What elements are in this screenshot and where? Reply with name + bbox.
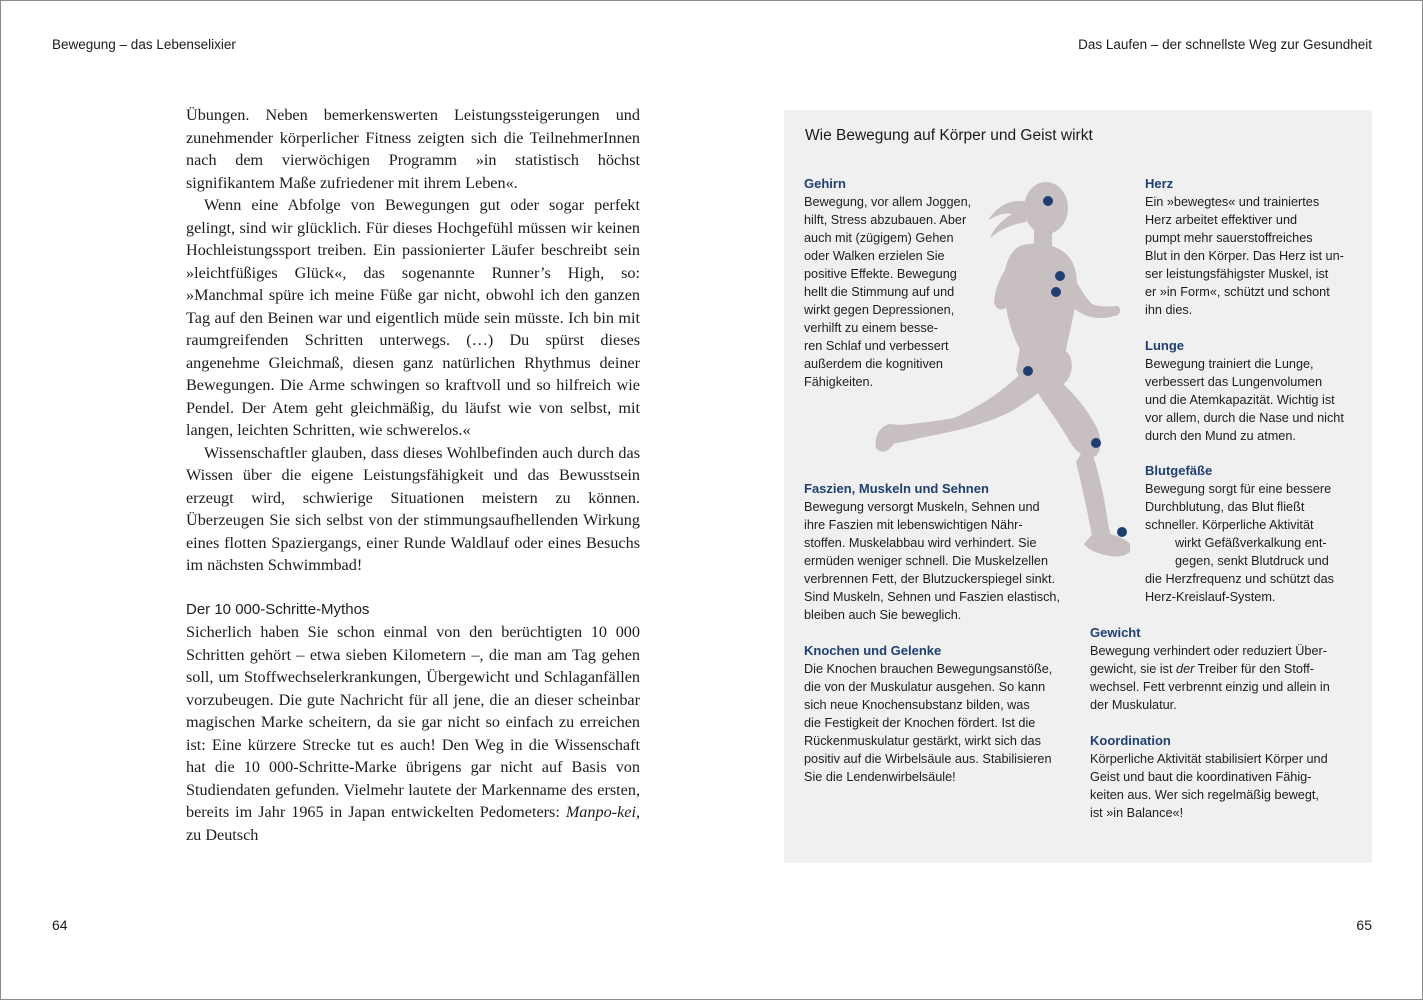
faszien-line: stoffen. Muskelabbau wird verhindert. Sie xyxy=(804,536,1037,550)
section-paragraph-end: , zu Deutsch xyxy=(186,803,640,844)
block-blutgefaesse xyxy=(1145,462,1334,606)
herz-line: Herz arbeitet effektiver und xyxy=(1145,213,1298,227)
paragraph-2: Wenn eine Abfolge von Bewegungen gut oder sogar perfekt gelingt, sind wir glücklich. Für dieses Hochgefühl müssen wir keinen Hochleistungssport treiben. Ein passionierter Läufer beschreibt sein »leichtfüßiges Glück«, das sogenannte Runner’s High, so: »Manchmal spüre ich meine Füße gar nicht, obwohl ich den ganzen Tag auf den Beinen war und eigentlich müde sein müsste. Ich bin mit raumgreifenden Schritten unterwegs. (…) Du spürst dieses angenehme Gleichmaß, diesen ganz natürlichen Rhythmus deiner Bewegungen. Die Arme schwingen so kraftvoll und so hilfreich wie Pendel. Der Atem geht gleichmäßig, du läufst wie von selbst, mit langen, leichten Schritten, wie schwerelos.« xyxy=(186,196,640,439)
heading-faszien: Faszien, Muskeln und Sehnen xyxy=(804,481,989,496)
knochen-line: die von der Muskulatur ausgehen. So kann xyxy=(804,680,1046,694)
knochen-line: die Festigkeit der Knochen fördert. Ist die xyxy=(804,716,1036,730)
gewicht-line-text: Treiber für den Stoff- xyxy=(1194,662,1315,676)
left-page-body xyxy=(186,104,640,846)
section-paragraph-italic: Manpo-kei xyxy=(565,803,636,821)
gehirn-line: wirkt gegen Depressionen, xyxy=(804,303,955,317)
faszien-line: Bewegung versorgt Muskeln, Sehnen und xyxy=(804,500,1040,514)
gewicht-line-text: gewicht, sie ist xyxy=(1090,662,1177,676)
herz-line: ihn dies. xyxy=(1145,303,1193,317)
lunge-line: durch den Mund zu atmen. xyxy=(1145,429,1296,443)
blutgefaesse-line: die Herzfrequenz und schützt das xyxy=(1145,572,1335,586)
gewicht-line: der Muskulatur. xyxy=(1090,698,1177,712)
herz-line: Blut in den Körper. Das Herz ist un- xyxy=(1145,249,1344,263)
heading-koordination: Koordination xyxy=(1090,733,1171,748)
faszien-line: bleiben auch Sie beweglich. xyxy=(804,608,962,622)
gehirn-line: hilft, Stress abzubauen. Aber xyxy=(804,213,967,227)
koordination-line: Geist und baut die koordinativen Fähig- xyxy=(1090,770,1312,784)
blutgefaesse-line: gegen, senkt Blutdruck und xyxy=(1175,554,1329,568)
marker-muscle xyxy=(1023,366,1033,376)
marker-knee xyxy=(1091,438,1101,448)
marker-lung xyxy=(1051,287,1061,297)
herz-line: er »in Form«, schützt und schont xyxy=(1145,285,1330,299)
heading-knochen: Knochen und Gelenke xyxy=(804,643,942,658)
herz-line: ser leistungsfähigster Muskel, ist xyxy=(1145,267,1329,281)
lunge-line: verbessert das Lungenvolumen xyxy=(1145,375,1323,389)
section-paragraph-text: Sicherlich haben Sie schon einmal von den berüchtigten 10 000 Schritten gehört – etwa sieben Kilometern –, die man am Tag gehen soll, um Stoffwechselerkrankungen, Übergewicht und Schlaganfällen vorzubeugen. Die gute Nachricht für all jene, die an dieser scheinbar magischen Marke scheitern, da sie gar nicht so einfach zu erreichen ist: Eine kürzere Strecke tut es auch! Den Weg in die Wissenschaft hat die 10 000-Schritte-Marke übrigens gar nicht auf Basis von Studiendaten gefunden. Vielmehr lautete der Markenname des ersten, bereits im Jahr 1965 in Japan entwickelten Pedometers: xyxy=(186,623,640,821)
knochen-line: positiv auf die Wirbelsäule aus. Stabilisieren xyxy=(804,752,1052,766)
lunge-line: Bewegung trainiert die Lunge, xyxy=(1145,357,1314,371)
gehirn-line: positive Effekte. Bewegung xyxy=(804,267,957,281)
block-herz xyxy=(1145,175,1344,319)
blutgefaesse-line: Herz-Kreislauf-System. xyxy=(1145,590,1276,604)
block-knochen xyxy=(804,642,1052,786)
gehirn-line: oder Walken erzielen Sie xyxy=(804,249,945,263)
gehirn-line: außerdem die kognitiven xyxy=(804,357,943,371)
page-number-right: 65 xyxy=(1356,917,1372,933)
gewicht-line: wechsel. Fett verbrennt einzig und allein in xyxy=(1090,680,1330,694)
block-faszien xyxy=(804,480,1060,624)
block-gewicht xyxy=(1090,624,1330,714)
knochen-line: Die Knochen brauchen Bewegungsanstöße, xyxy=(804,662,1053,676)
herz-line: Ein »bewegtes« und trainiertes xyxy=(1145,195,1320,209)
infobox-title: Wie Bewegung auf Körper und Geist wirkt xyxy=(805,127,1093,144)
koordination-line: Körperliche Aktivität stabilisiert Körper und xyxy=(1090,752,1328,766)
section-paragraph xyxy=(186,621,640,846)
gewicht-line-italic: der xyxy=(1176,662,1195,676)
heading-blutgefaesse: Blutgefäße xyxy=(1145,463,1213,478)
gehirn-line: ren Schlaf und verbessert xyxy=(804,339,949,353)
knochen-line: Rückenmuskulatur gestärkt, wirkt sich das xyxy=(804,734,1041,748)
lunge-line: vor allem, durch die Nase und nicht xyxy=(1145,411,1344,425)
heading-gewicht: Gewicht xyxy=(1090,625,1141,640)
marker-heart xyxy=(1055,271,1065,281)
block-gehirn xyxy=(804,175,971,391)
marker-vessel xyxy=(1117,527,1127,537)
paragraph-1: Übungen. Neben bemerkenswerten Leistungssteigerungen und zunehmender körperlicher Fitness zeigten sich die TeilnehmerInnen nach dem vierwöchigen Programm »in statistisch höchst signifikantem Maße zufriedener mit ihrem Leben«. xyxy=(186,106,640,192)
knochen-line: Sie die Lendenwirbelsäule! xyxy=(804,770,956,784)
heading-gehirn: Gehirn xyxy=(804,176,846,191)
paragraph-3: Wissenschaftler glauben, dass dieses Wohlbefinden auch durch das Wissen über die eigene Leistungsfähigkeit und das Bewusstsein erzeugt wird, schwierige Situationen meistern zu können. Überzeugen Sie sich selbst von der stimmungsaufhellenden Wirkung eines flotten Spaziergangs, einer Runde Waldlauf oder eines Besuchs im nächsten Schwimmbad! xyxy=(186,443,640,574)
gehirn-line: auch mit (zügigem) Gehen xyxy=(804,231,954,245)
gehirn-line: Bewegung, vor allem Joggen, xyxy=(804,195,972,209)
page-number-left: 64 xyxy=(52,917,68,933)
running-head-left: Bewegung – das Lebenselixier xyxy=(52,37,236,52)
gewicht-line: Bewegung verhindert oder reduziert Über- xyxy=(1090,644,1327,658)
block-lunge xyxy=(1145,337,1344,445)
knochen-line: sich neue Knochensubstanz bilden, was xyxy=(804,698,1030,712)
gehirn-line: hellt die Stimmung auf und xyxy=(804,285,955,299)
faszien-line: verbrennen Fett, der Blutzuckerspiegel sinkt. xyxy=(804,572,1056,586)
faszien-line: Sind Muskeln, Sehnen und Faszien elastisch, xyxy=(804,590,1061,604)
marker-brain xyxy=(1043,196,1053,206)
herz-line: pumpt mehr sauerstoffreiches xyxy=(1145,231,1313,245)
heading-herz: Herz xyxy=(1145,176,1174,191)
blutgefaesse-line: schneller. Körperliche Aktivität xyxy=(1145,518,1314,532)
blutgefaesse-line: Bewegung sorgt für eine bessere xyxy=(1145,482,1332,496)
koordination-line: keiten aus. Wer sich regelmäßig bewegt, xyxy=(1090,788,1319,802)
koordination-line: ist »in Balance«! xyxy=(1090,806,1184,820)
blutgefaesse-line: wirkt Gefäßverkalkung ent- xyxy=(1175,536,1327,550)
faszien-line: ermüden weniger schnell. Die Muskelzellen xyxy=(804,554,1048,568)
gehirn-line: verhilft zu einem besse- xyxy=(804,321,938,335)
heading-lunge: Lunge xyxy=(1145,338,1184,353)
gewicht-line xyxy=(1090,660,1330,678)
section-heading: Der 10 000-Schritte-Mythos xyxy=(186,600,370,618)
lunge-line: und die Atemkapazität. Wichtig ist xyxy=(1145,393,1335,407)
gehirn-line: Fähigkeiten. xyxy=(804,375,874,389)
blutgefaesse-line: Durchblutung, das Blut fließt xyxy=(1145,500,1305,514)
block-koordination xyxy=(1090,732,1328,822)
faszien-line: ihre Faszien mit lebenswichtigen Nähr- xyxy=(804,518,1023,532)
running-head-right: Das Laufen – der schnellste Weg zur Gesundheit xyxy=(1078,37,1372,52)
